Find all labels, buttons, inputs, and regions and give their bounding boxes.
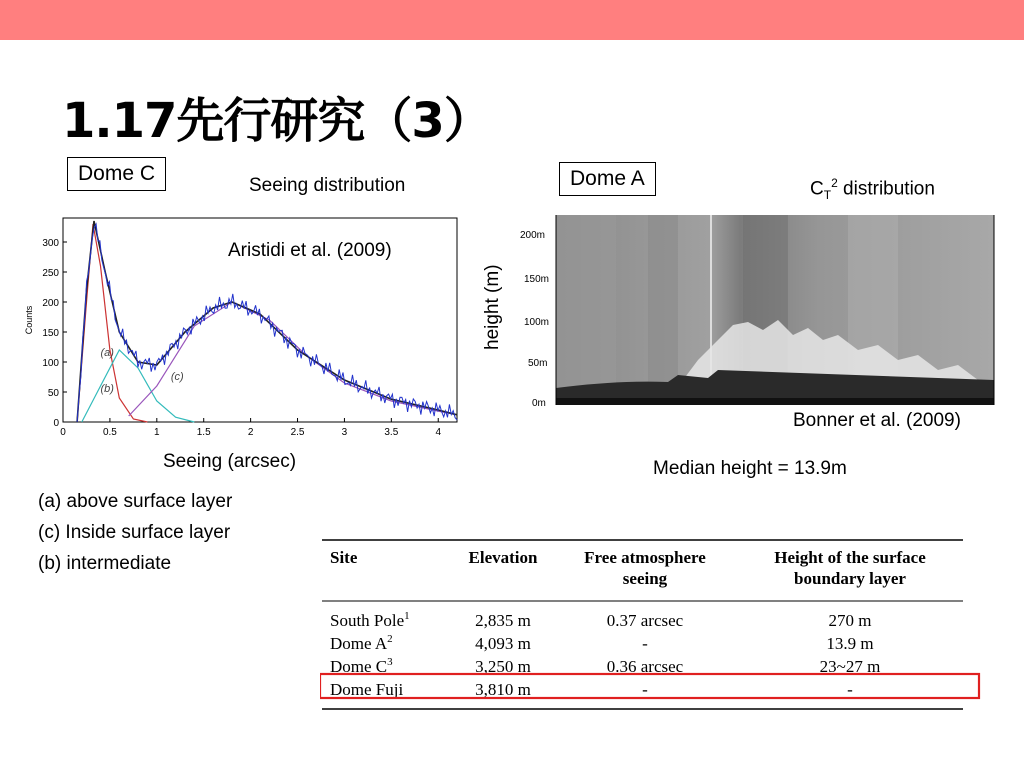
y-axis-label: Counts	[24, 305, 34, 335]
slide-title: 1.17先行研究（3）	[62, 93, 491, 149]
svg-text:100m: 100m	[524, 317, 550, 328]
table-header-cell: boundary layer	[794, 569, 906, 588]
dome-a-label: Dome A	[559, 162, 656, 196]
dome-a-median: Median height = 13.9m	[653, 458, 847, 479]
table-cell-height: 270 m	[828, 611, 872, 630]
y-tick-label: 250	[42, 268, 59, 279]
table-header-cell: seeing	[622, 569, 668, 588]
dome-a-citation: Bonner et al. (2009)	[793, 410, 961, 431]
x-tick-label: 2.5	[290, 427, 305, 438]
y-tick-label: 200	[42, 298, 59, 309]
y-tick-label: 50	[47, 388, 59, 399]
x-tick-label: 1.5	[196, 427, 211, 438]
table-header-cell: Height of the surface	[774, 548, 926, 567]
table-cell-height: 13.9 m	[826, 634, 874, 653]
dome-c-caption: Seeing distribution	[249, 175, 406, 196]
svg-text:0m: 0m	[532, 398, 546, 409]
x-tick-label: 0.5	[102, 427, 117, 438]
table-cell-site: Dome $C^3$	[330, 656, 393, 676]
curve-label: (b)	[100, 383, 114, 395]
x-tick-label: 3.5	[384, 427, 399, 438]
y-tick-label: 0	[53, 418, 59, 429]
top-accent-bar	[0, 0, 1024, 40]
site-comparison-table	[320, 535, 985, 715]
table-cell-height: 23~27 m	[819, 657, 881, 676]
dome-a-ylabel: height (m)	[482, 264, 503, 350]
table-cell-height: -	[847, 680, 853, 699]
table-cell-site: Dome $A^2$	[330, 633, 393, 653]
dome-c-xlabel: Seeing (arcsec)	[163, 451, 297, 472]
curve-label: (a)	[100, 347, 114, 359]
x-tick-label: 3	[341, 427, 348, 438]
dome-fuji-highlight-box	[320, 674, 979, 698]
table-cell-elevation: 3,250 m	[475, 657, 531, 676]
dome-a-caption: $C_T^2$ distribution	[810, 176, 935, 203]
legend-item-a: (a) above surface layer	[38, 491, 233, 512]
x-tick-label: 2	[247, 427, 254, 438]
svg-text:200m: 200m	[520, 230, 546, 241]
table-cell-elevation: 3,810 m	[475, 680, 531, 699]
y-tick-label: 100	[42, 358, 59, 369]
legend-item-c: (c) Inside surface layer	[38, 522, 231, 543]
table-cell-elevation: 2,835 m	[475, 611, 531, 630]
ct2-height-image	[518, 210, 996, 410]
table-cell-site: Dome Fuji	[330, 680, 404, 699]
table-header-cell: Elevation	[468, 548, 538, 567]
dome-c-label: Dome C	[67, 157, 166, 191]
legend-item-b: (b) intermediate	[38, 553, 172, 574]
table-cell-site: South Pole$^1$	[330, 610, 410, 630]
table-cell-elevation: 4,093 m	[475, 634, 531, 653]
svg-text:150m: 150m	[524, 274, 550, 285]
table-cell-seeing: -	[642, 634, 648, 653]
x-tick-label: 0	[60, 427, 66, 438]
table-header-cell: Free atmosphere	[584, 548, 706, 567]
y-tick-label: 150	[42, 328, 59, 339]
table-cell-seeing: 0.36 arcsec	[606, 657, 684, 676]
dome-c-citation: Aristidi et al. (2009)	[228, 240, 392, 261]
table-header-cell: Site	[330, 548, 358, 567]
table-cell-seeing: -	[642, 680, 648, 699]
svg-text:50m: 50m	[528, 358, 548, 369]
x-tick-label: 4	[435, 427, 442, 438]
x-tick-label: 1	[154, 427, 160, 438]
curve-label: (c)	[170, 371, 184, 383]
y-tick-label: 300	[42, 238, 59, 249]
table-cell-seeing: 0.37 arcsec	[606, 611, 684, 630]
